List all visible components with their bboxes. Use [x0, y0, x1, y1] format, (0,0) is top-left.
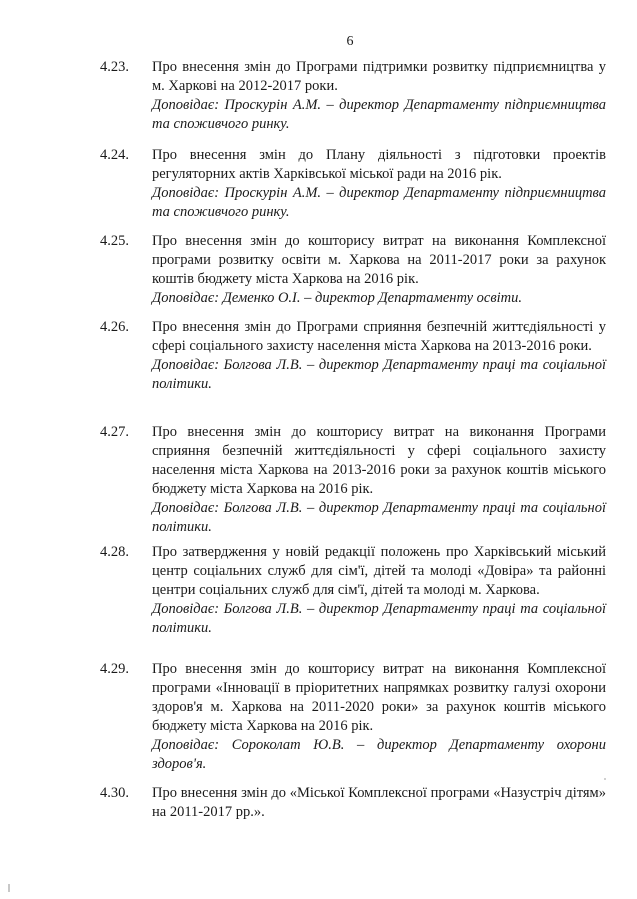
item-speaker: Доповідає: Болгова Л.В. – директор Департаменту праці та соціальної політики.	[152, 357, 606, 392]
item-title: Про внесення змін до кошторису витрат на виконання Комплексної програми «Інновації в пріоритетних напрямках розвитку галузі охорони здоров'я м. Харкова на 2011-2020 роки» за рахунок коштів міського бюджету міста Харкова на 2016 рік.	[152, 661, 606, 734]
item-title: Про внесення змін до Плану діяльності з підготовки проектів регуляторних актів Харківської міської ради на 2016 рік.	[152, 147, 606, 182]
item-title: Про внесення змін до Програми сприяння безпечній життєдіяльності у сфері соціального захисту населення міста Харкова на 2013-2016 роки.	[152, 319, 606, 354]
item-title: Про внесення змін до кошторису витрат на виконання Програми сприяння безпечній життєдіяльності у сфері соціального захисту населення міста Харкова на 2013-2016 роки за рахунок коштів міського бюджету міста Харкова на 2016 рік.	[152, 424, 606, 497]
item-number: 4.30.	[100, 785, 129, 801]
item-body	[152, 543, 606, 638]
item-title: Про внесення змін до Програми підтримки розвитку підприємництва у м. Харкові на 2012-2017 роки.	[152, 59, 606, 94]
page-number: 6	[346, 34, 354, 49]
item-body	[152, 660, 606, 774]
item-speaker: Доповідає: Деменко О.І. – директор Департаменту освіти.	[152, 290, 522, 306]
item-body	[152, 146, 606, 222]
item-speaker: Доповідає: Болгова Л.В. – директор Департаменту праці та соціальної політики.	[152, 601, 606, 636]
item-number: 4.23.	[100, 59, 129, 75]
item-title: Про внесення змін до кошторису витрат на виконання Комплексної програми розвитку освіти м. Харкова на 2011-2017 роки за рахунок коштів бюджету міста Харкова на 2016 рік.	[152, 233, 606, 287]
item-number: 4.27.	[100, 424, 129, 440]
item-speaker: Доповідає: Сороколат Ю.В. – директор Департаменту охорони здоров'я.	[152, 737, 606, 772]
item-number: 4.28.	[100, 544, 129, 560]
item-speaker: Доповідає: Проскурін А.М. – директор Департаменту підприємництва та споживчого ринку.	[152, 97, 606, 132]
item-speaker: Доповідає: Болгова Л.В. – директор Департаменту праці та соціальної політики.	[152, 500, 606, 535]
scan-edge-mark	[8, 884, 10, 892]
item-title: Про внесення змін до «Міської Комплексної програми «Назустріч дітям» на 2011-2017 рр.».	[152, 785, 606, 820]
item-number: 4.26.	[100, 319, 129, 335]
item-number: 4.24.	[100, 147, 129, 163]
item-speaker: Доповідає: Проскурін А.М. – директор Департаменту підприємництва та споживчого ринку.	[152, 185, 606, 220]
item-body	[152, 784, 606, 822]
item-number: 4.25.	[100, 233, 129, 249]
scan-speck	[604, 778, 606, 780]
item-body	[152, 232, 606, 308]
item-body	[152, 318, 606, 394]
item-body	[152, 58, 606, 134]
item-body	[152, 423, 606, 537]
item-number: 4.29.	[100, 661, 129, 677]
item-title: Про затвердження у новій редакції положень про Харківський міський центр соціальних служб для сім'ї, дітей та молоді «Довіра» та районні центри соціальних служб для сім'ї, дітей та молоді м. Харкова.	[152, 544, 606, 598]
